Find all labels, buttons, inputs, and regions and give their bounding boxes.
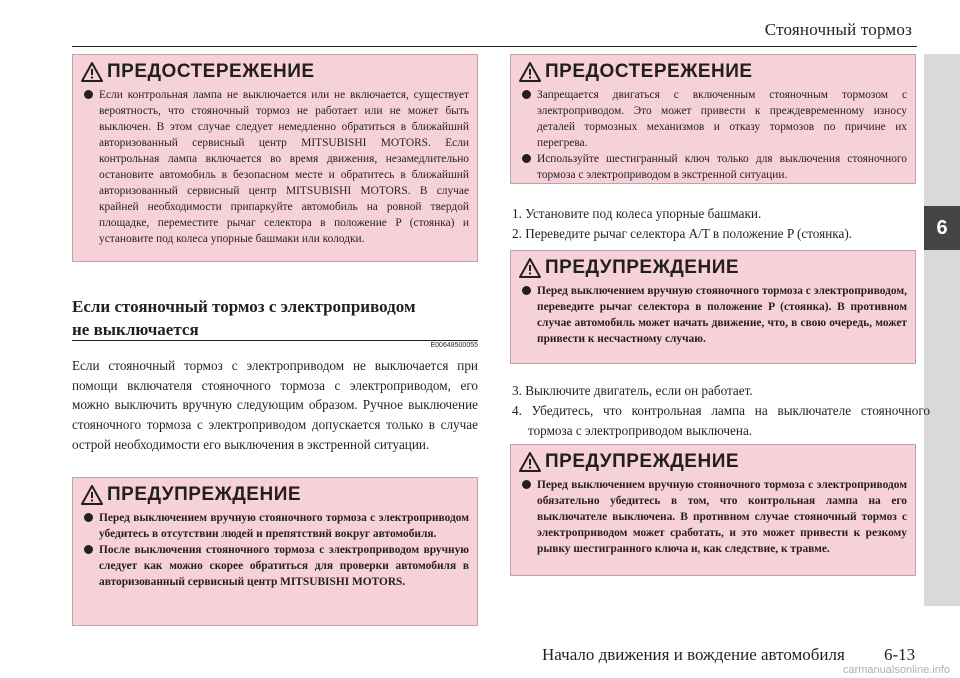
page-header-title: Стояночный тормоз bbox=[764, 20, 912, 39]
section-rule bbox=[72, 340, 478, 341]
header-rule bbox=[72, 46, 917, 47]
watermark: carmanualsonline.info bbox=[842, 664, 950, 676]
warning-box-driving bbox=[510, 54, 916, 184]
section-heading bbox=[72, 295, 478, 341]
warning-item bbox=[519, 87, 907, 151]
warning-item-text: Используйте шестигранный ключ только для выключения стояночного тормоза с электроприводом в экстренной ситуации. bbox=[537, 153, 907, 181]
warning-item bbox=[81, 87, 469, 247]
step-3: 3. Выключите двигатель, если он работает. bbox=[512, 383, 753, 398]
step-2: 2. Переведите рычаг селектора A/T в положение P (стоянка). bbox=[512, 226, 853, 241]
warning-triangle-icon bbox=[519, 62, 541, 82]
chapter-number-badge[interactable]: 6 bbox=[924, 206, 960, 250]
section-body-text: Если стояночный тормоз с электроприводом не выключается при помощи включателя стояночного тормоза с электроприводом, его можно выключить вручную следующим образом. Ручное выключение стояночного тормоза с электроприводом допускается только в случае острой необходимости его выключения в экстренной ситуации. bbox=[72, 358, 478, 452]
step-4: 4. Убедитесь, что контрольная лампа на выключателе стояночного тормоза с электроприводом выключена. bbox=[512, 403, 930, 438]
footer-section-title: Начало движения и вождение автомобиля bbox=[542, 645, 845, 664]
warning-box-title: ПРЕДОСТЕРЕЖЕНИЕ bbox=[545, 61, 753, 82]
caution-item-text: Перед выключением вручную стояночного тормоза с электроприводом, переведите рычаг селектора в положение P (стоянка). В противном случае автомобиль может начать движение, что, в свою очередь, может привести к несчастному случаю. bbox=[537, 285, 907, 345]
caution-box-manual-release bbox=[72, 477, 478, 626]
caution-box-title: ПРЕДУПРЕЖДЕНИЕ bbox=[545, 257, 740, 278]
bullet-dot-icon bbox=[84, 545, 93, 554]
caution-item bbox=[81, 542, 469, 590]
section-heading-line1: Если стояночный тормоз с электроприводом bbox=[72, 297, 416, 316]
warning-triangle-icon bbox=[81, 62, 103, 82]
warning-triangle-icon bbox=[519, 452, 541, 472]
warning-box-header bbox=[81, 61, 469, 83]
warning-triangle-icon bbox=[519, 258, 541, 278]
warning-box-header bbox=[519, 61, 907, 83]
bullet-dot-icon bbox=[522, 154, 531, 163]
section-heading-line2: не выключается bbox=[72, 320, 199, 339]
warning-item-text: Запрещается двигаться с включенным стояночным тормозом с электроприводом. Это может привести к преждевременному износу деталей тормозных механизмов и отказу тормозов по причине их перегрева. bbox=[537, 89, 907, 149]
chapter-side-tab bbox=[924, 54, 960, 606]
bullet-dot-icon bbox=[522, 480, 531, 489]
footer-page-number: 6-13 bbox=[884, 645, 916, 664]
caution-item-text: Перед выключением вручную стояночного тормоза с электроприводом обязательно убедитесь в том, что контрольная лампа на его выключателе выключена. В противном случае стояночный тормоз с электроприводом может сработать, и это может привести к резкому рывку шестигранного ключа и, как следствие, к травме. bbox=[537, 479, 907, 555]
caution-item-text: После выключения стояночного тормоза с электроприводом вручную следует как можно скорее обратиться для проверки автомобиля в авторизованный сервисный центр MITSUBISHI MOTORS. bbox=[99, 544, 469, 588]
bullet-dot-icon bbox=[84, 513, 93, 522]
caution-box-lamp-check bbox=[510, 444, 916, 576]
caution-item bbox=[519, 477, 907, 557]
caution-box-header bbox=[519, 257, 907, 279]
caution-box-selector bbox=[510, 250, 916, 364]
step-1: 1. Установите под колеса упорные башмаки. bbox=[512, 206, 762, 221]
caution-item bbox=[81, 510, 469, 542]
caution-box-header bbox=[519, 451, 907, 473]
warning-item bbox=[519, 151, 907, 183]
caution-box-header bbox=[81, 484, 469, 506]
caution-item-text: Перед выключением вручную стояночного тормоза с электроприводом убедитесь в отсутствии людей и препятствий вокруг автомобиля. bbox=[99, 512, 469, 540]
section-code: E00648500055 bbox=[430, 342, 478, 349]
caution-box-title: ПРЕДУПРЕЖДЕНИЕ bbox=[107, 484, 302, 505]
bullet-dot-icon bbox=[522, 286, 531, 295]
warning-box-title: ПРЕДОСТЕРЕЖЕНИЕ bbox=[107, 61, 315, 82]
caution-item bbox=[519, 283, 907, 347]
bullet-dot-icon bbox=[522, 90, 531, 99]
warning-box-lamp bbox=[72, 54, 478, 262]
caution-box-title: ПРЕДУПРЕЖДЕНИЕ bbox=[545, 451, 740, 472]
warning-item-text: Если контрольная лампа не выключается или не включается, существует вероятность, что стояночный тормоз не работает или не может быть выключен. В этом случае следует немедленно обратиться в ближайший авторизованный сервисный центр MITSUBISHI MOTORS. Если контрольная лампа включается во время движения, незамедлительно остановите автомобиль в безопасном месте и обратитесь в ближайший авторизованный сервисный центр MITSUBISHI MOTORS. В случае крайней необходимости припаркуйте автомобиль на ровной твердой площадке, переместите рычаг селектора в положение P (стоянка) и установите под колеса упорные башмаки или колодки. bbox=[99, 89, 469, 245]
warning-triangle-icon bbox=[81, 485, 103, 505]
bullet-dot-icon bbox=[84, 90, 93, 99]
